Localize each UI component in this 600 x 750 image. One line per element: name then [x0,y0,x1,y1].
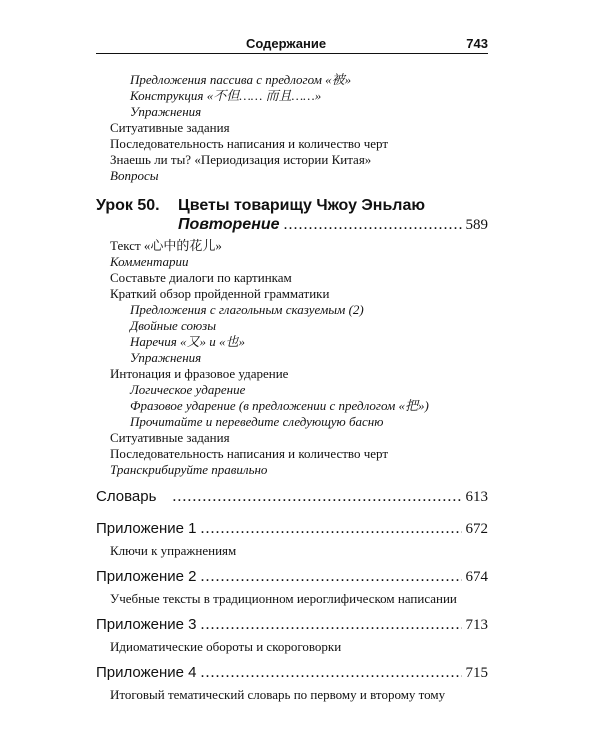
section-description: Идиоматические обороты и скороговорки [110,639,342,654]
toc-entry[interactable]: Текст «心中的花儿» [110,238,222,253]
toc-entry[interactable]: Транскрибируйте правильно [110,462,268,477]
section-row-appendix-1[interactable] [96,520,488,538]
toc-entry[interactable]: Предложения с глагольным сказуемым (2) [130,302,364,317]
toc-entry[interactable]: Наречия «又» и «也» [130,334,245,349]
header-title: Содержание [246,36,327,51]
toc-entry[interactable]: Последовательность написания и количество черт [110,446,389,461]
header-page-number: 743 [466,36,488,51]
leader-dots [201,664,462,682]
section-title: Словарь [96,488,157,505]
running-header [96,34,488,54]
section-row-appendix-2[interactable] [96,568,488,586]
section-title: Приложение 3 [96,616,197,633]
toc-entry[interactable]: Последовательность написания и количество черт [110,136,389,151]
lesson-number: Урок 50. [96,197,160,214]
leader-dots [284,216,462,234]
section-description: Учебные тексты в традиционном иероглифическом написании [110,591,457,606]
lesson-page: 589 [465,217,488,233]
toc-entry[interactable]: Логическое ударение [130,382,246,397]
lesson-subtitle-row[interactable] [178,216,488,234]
section-page: 613 [465,489,488,505]
toc-entry[interactable]: Ситуативные задания [110,120,230,135]
section-title: Приложение 4 [96,664,197,681]
section-description: Ключи к упражнениям [110,543,237,558]
toc-entry[interactable]: Вопросы [110,168,159,183]
section-page: 672 [465,521,488,537]
section-page: 715 [465,665,488,681]
toc-entry[interactable]: Знаешь ли ты? «Периодизация истории Китая» [110,152,372,167]
lesson-title: Цветы товарищу Чжоу Эньлаю [178,197,426,214]
section-description: Итоговый тематический словарь по первому и второму тому [110,687,446,702]
section-row-appendix-4[interactable] [96,664,488,682]
section-page: 713 [465,617,488,633]
section-row-dictionary[interactable] [96,488,488,506]
leader-dots [201,616,462,634]
toc-entry[interactable]: Двойные союзы [130,318,217,333]
toc-entry[interactable]: Комментарии [110,254,189,269]
section-page: 674 [465,569,488,585]
toc-entry[interactable]: Конструкция «不但…… 而且……» [130,88,322,103]
lesson-subtitle: Повторение [178,216,280,233]
toc-entry[interactable]: Интонация и фразовое ударение [110,366,289,381]
toc-entry[interactable]: Ситуативные задания [110,430,230,445]
leader-dots [201,520,462,538]
section-title: Приложение 2 [96,568,197,585]
lesson-heading[interactable] [96,197,425,215]
toc-entry[interactable]: Упражнения [130,350,202,365]
toc-entry[interactable]: Краткий обзор пройденной грамматики [110,286,330,301]
toc-entry[interactable]: Составьте диалоги по картинкам [110,270,292,285]
toc-entry[interactable]: Предложения пассива с предлогом «被» [130,72,352,87]
section-title: Приложение 1 [96,520,197,537]
leader-dots [172,488,461,506]
leader-dots [201,568,462,586]
header-rule [96,53,488,54]
section-row-appendix-3[interactable] [96,616,488,634]
toc-entry[interactable]: Прочитайте и переведите следующую басню [130,414,384,429]
toc-entry[interactable]: Фразовое ударение (в предложении с предлогом «把») [130,398,429,413]
toc-entry[interactable]: Упражнения [130,104,202,119]
